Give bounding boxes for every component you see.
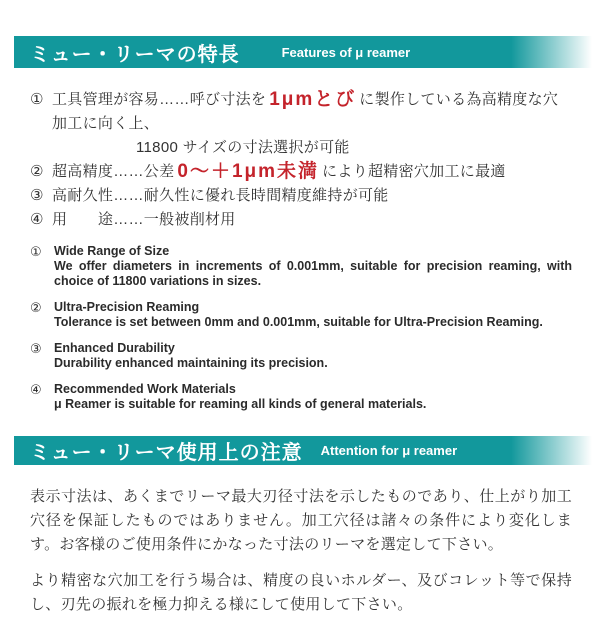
item-number: ④: [30, 382, 42, 397]
item-title: Enhanced Durability: [54, 341, 175, 355]
list-item-en-4: [30, 382, 572, 412]
item-text: [52, 184, 572, 208]
features-list-jp: [0, 68, 600, 232]
item-number: ①: [30, 91, 44, 108]
attention-section: [0, 465, 600, 617]
item-text-suffix: により超精密穴加工に最適: [322, 163, 506, 180]
item-number: ②: [30, 163, 44, 180]
item-text: [52, 208, 572, 232]
list-item-en-2: [30, 300, 572, 330]
attention-paragraph-1: 表示寸法は、あくまでリーマ最大刃径寸法を示したものであり、仕上がり加工穴径を保証したものではありません。加工穴径は諸々の条件により変化します。お客様のご使用条件にかなった寸法のリーマを選定して下さい。: [30, 488, 572, 553]
item-text-line2: 11800 サイズの寸法選択が可能: [136, 139, 350, 156]
item-text-prefix: 用 途……一般被削材用: [52, 211, 236, 228]
item-emphasis-red: 1μmとび: [269, 89, 357, 110]
item-text-suffix: に製作している為高精度な穴加工に向く上、: [52, 91, 559, 132]
item-text-prefix: 超高精度……公差: [52, 163, 175, 180]
item-title: Wide Range of Size: [54, 244, 170, 258]
attention-title-jp: ミュー・リーマ使用上の注意: [30, 442, 303, 464]
item-title: Recommended Work Materials: [54, 382, 236, 396]
attention-header-bar: [14, 436, 592, 465]
list-item-jp-2: [30, 160, 572, 184]
item-body: Durability enhanced maintaining its precision.: [54, 356, 328, 370]
item-title: Ultra-Precision Reaming: [54, 300, 200, 314]
item-text-prefix: 高耐久性……耐久性に優れ長時間精度維持が可能: [52, 187, 389, 204]
attention-paragraph-2: より精密な穴加工を行う場合は、精度の良いホルダー、及びコレット等で保持し、刃先の振れを極力抑える様にして使用して下さい。: [30, 572, 572, 613]
item-number: ③: [30, 187, 44, 204]
item-number: ②: [30, 300, 42, 315]
item-text: [52, 88, 572, 160]
list-item-jp-3: [30, 184, 572, 208]
list-item-en-1: [30, 244, 572, 289]
item-body: μ Reamer is suitable for reaming all kinds of general materials.: [54, 397, 427, 411]
list-item-jp-1: [30, 88, 572, 160]
list-item-jp-4: [30, 208, 572, 232]
item-text: [52, 160, 572, 184]
item-body: Tolerance is set between 0mm and 0.001mm, suitable for Ultra-Precision Reaming.: [54, 315, 543, 329]
attention-title-en: Attention for μ reamer: [320, 443, 458, 458]
features-title-en: Features of μ reamer: [281, 44, 411, 60]
item-number: ①: [30, 244, 42, 259]
item-number: ④: [30, 211, 44, 228]
item-text-prefix: 工具管理が容易……呼び寸法を: [52, 91, 267, 108]
features-list-en: [0, 232, 600, 412]
list-item-en-3: [30, 341, 572, 371]
item-body: We offer diameters in increments of 0.001mm, suitable for precision reaming, with choice of 11800 variations in sizes.: [54, 259, 572, 288]
features-header-bar: [14, 36, 592, 68]
item-emphasis-red: 0～＋1μm未満: [177, 161, 320, 182]
features-title-jp: ミュー・リーマの特長: [30, 43, 240, 66]
item-number: ③: [30, 341, 42, 356]
